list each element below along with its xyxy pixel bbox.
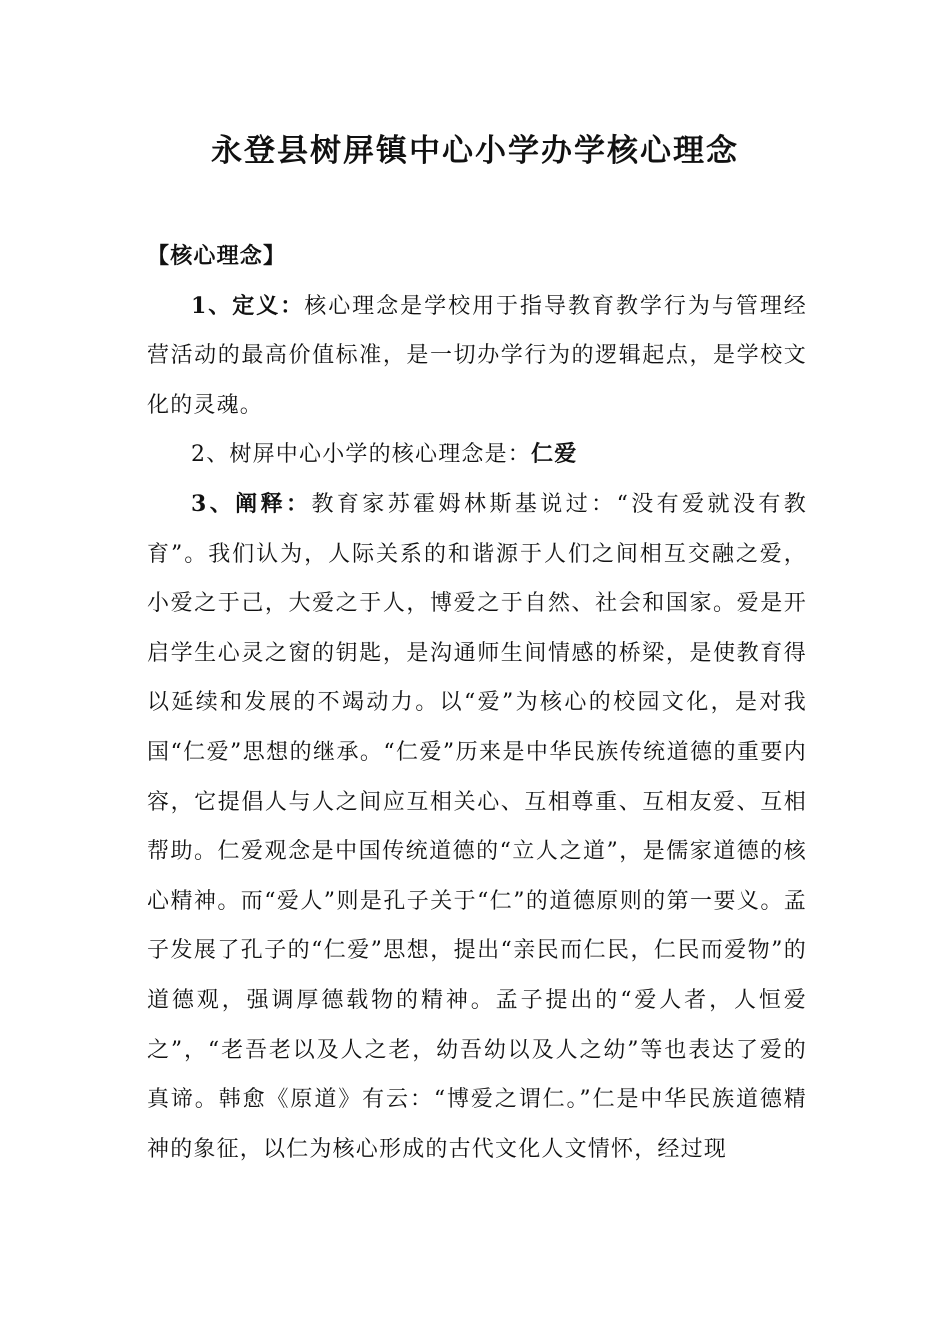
explanation-paragraph (147, 480, 807, 1174)
section-heading: 【核心理念】 (147, 243, 287, 269)
core-concept-value: 仁爱 (531, 441, 578, 468)
core-concept-label: 2、树屏中心小学的核心理念是： (191, 442, 531, 468)
explanation-text: 教育家苏霍姆林斯基说过：“没有爱就没有教育”。我们认为，人际关系的和谐源于人们之间相互交融之爱，小爱之于己，大爱之于人，博爱之于自然、社会和国家。爱是开启学生心灵之窗的钥匙，是沟通师生间情感的桥梁，是使教育得以延续和发展的不竭动力。以“爱”为核心的校园文化，是对我国“仁爱”思想的继承。“仁爱”历来是中华民族传统道德的重要内容，它提倡人与人之间应互相关心、互相尊重、互相友爱、互相帮助。仁爱观念是中国传统道德的“立人之道”，是儒家道德的核心精神。而“爱人”则是孔子关于“仁”的道德原则的第一要义。孟子发展了孔子的“仁爱”思想，提出“亲民而仁民，仁民而爱物”的道德观，强调厚德载物的精神。孟子提出的“爱人者，人恒爱之”，“老吾老以及人之老，幼吾幼以及人之幼”等也表达了爱的真谛。韩愈《原道》有云：“博爱之谓仁。”仁是中华民族道德精神的象征，以仁为核心形成的古代文化人文情怀，经过现 (147, 491, 808, 1162)
definition-text: 核心理念是学校用于指导教育教学行为与管理经营活动的最高价值标准，是一切办学行为的逻辑起点，是学校文化的灵魂。 (147, 293, 808, 418)
document-body (147, 232, 807, 1174)
definition-paragraph (147, 282, 807, 431)
definition-label: 1、定义： (191, 292, 305, 319)
core-concept-paragraph (147, 430, 807, 480)
page-title: 永登县树屏镇中心小学办学核心理念 (211, 133, 739, 169)
explanation-label: 3、阐释： (191, 490, 312, 517)
